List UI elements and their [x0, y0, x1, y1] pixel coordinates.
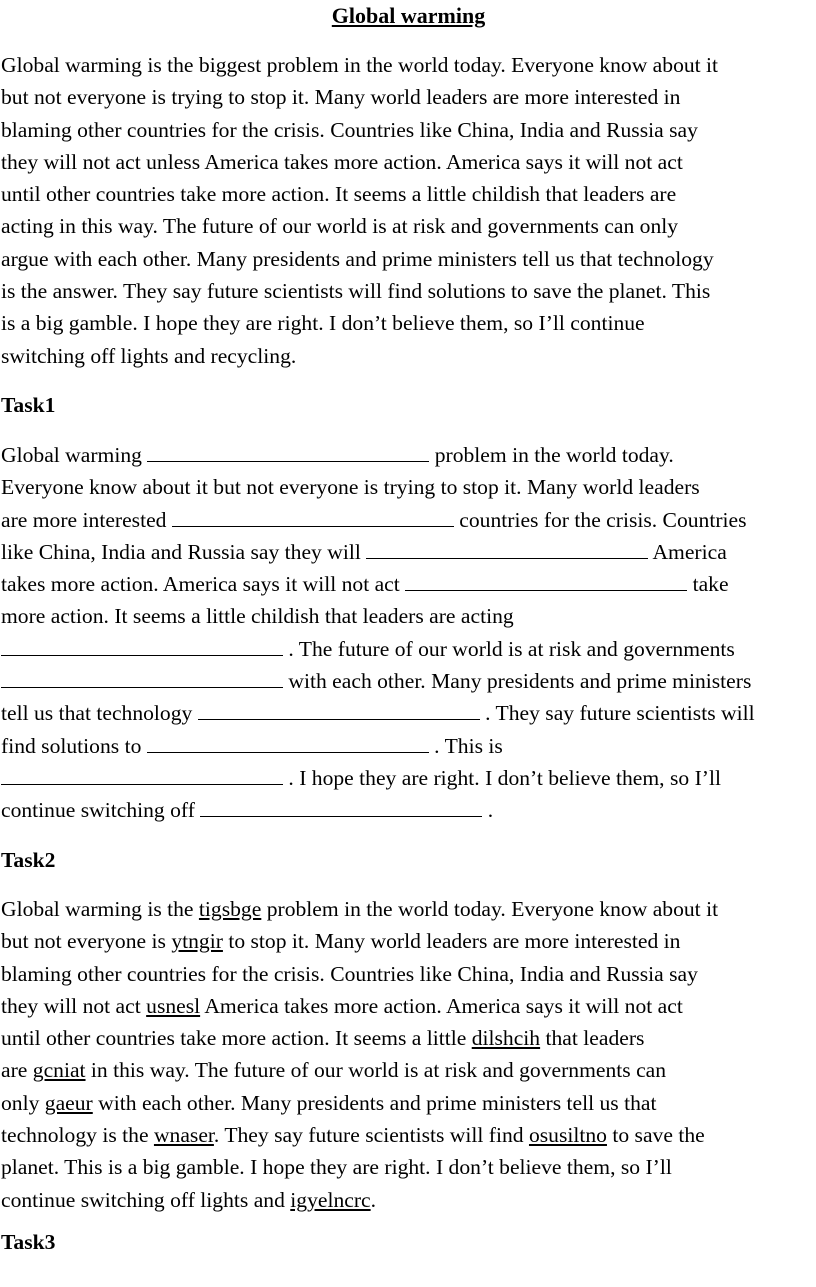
- passage-line: switching off lights and recycling.: [1, 343, 297, 368]
- task3-heading: Task3: [1, 1230, 56, 1254]
- task2-text: but not everyone is: [1, 929, 172, 954]
- scrambled-word: dilshcih: [471, 1026, 541, 1051]
- task2-text: continue switching off lights and: [1, 1187, 291, 1212]
- task1-text: like China, India and Russia say they will: [1, 539, 367, 564]
- task1-text: takes more action. America says it will not act: [1, 572, 406, 597]
- answer-blank-5[interactable]: [1, 635, 283, 656]
- passage-line: until other countries take more action. It seems a little childish that leaders are: [1, 182, 677, 207]
- task2-text: only: [1, 1090, 45, 1115]
- scrambled-word: gcniat: [32, 1058, 86, 1083]
- task2-text: that leaders: [540, 1026, 645, 1051]
- scrambled-word: wnaser: [153, 1123, 214, 1148]
- reading-passage: [1, 49, 718, 372]
- answer-blank-6[interactable]: [1, 667, 283, 688]
- scrambled-word: gaeur: [44, 1090, 93, 1115]
- task2-text: America takes more action. America says it will not act: [200, 993, 683, 1018]
- task2-text: technology is the: [1, 1123, 154, 1148]
- page-title: Global warming: [331, 3, 486, 28]
- scrambled-word: igyelncrc: [290, 1187, 371, 1212]
- answer-blank-2[interactable]: [172, 506, 454, 527]
- task2-unscramble: [1, 893, 718, 1216]
- answer-blank-3[interactable]: [366, 538, 648, 559]
- answer-blank-9[interactable]: [1, 764, 283, 785]
- task1-text: with each other. Many presidents and prime ministers: [283, 669, 752, 694]
- task1-text: problem in the world today.: [429, 443, 674, 467]
- task1-text: are more interested: [1, 507, 172, 532]
- answer-blank-4[interactable]: [405, 570, 687, 591]
- task1-text: more action. It seems a little childish that leaders are acting: [1, 604, 514, 629]
- task1-text: . This is: [428, 733, 503, 758]
- passage-line: is the answer. They say future scientists will find solutions to save the planet. This: [1, 279, 711, 304]
- task1-text: find solutions to: [1, 733, 147, 758]
- answer-blank-8[interactable]: [147, 732, 429, 753]
- scrambled-word: tigsbge: [198, 897, 262, 921]
- task1-text: Global warming: [1, 443, 148, 467]
- scrambled-word: usnesl: [146, 993, 201, 1018]
- task1-text: America: [648, 539, 727, 564]
- task1-text: tell us that technology: [1, 701, 198, 726]
- task1-text: . The future of our world is at risk and governments: [283, 636, 735, 661]
- task1-text: Everyone know about it but not everyone is trying to stop it. Many world leaders: [1, 475, 700, 500]
- passage-line: blaming other countries for the crisis. Countries like China, India and Russia say: [1, 117, 698, 142]
- passage-line: argue with each other. Many presidents and prime ministers tell us that technology: [1, 246, 714, 271]
- passage-line: is a big gamble. I hope they are right. I don’t believe them, so I’ll continue: [1, 311, 645, 336]
- scrambled-word: osusiltno: [528, 1123, 607, 1148]
- task2-text: .: [370, 1187, 377, 1212]
- task2-text: in this way. The future of our world is at risk and governments can: [85, 1058, 667, 1083]
- task2-text: with each other. Many presidents and prime ministers tell us that: [92, 1090, 657, 1115]
- task1-text: .: [482, 798, 494, 823]
- answer-blank-10[interactable]: [200, 796, 482, 817]
- task1-heading: Task1: [1, 393, 56, 417]
- task1-text: take: [687, 572, 729, 597]
- task1-gap-fill: [1, 439, 755, 827]
- answer-blank-1[interactable]: [147, 441, 429, 462]
- task2-text: to stop it. Many world leaders are more interested in: [222, 929, 681, 954]
- task2-text: they will not act: [1, 993, 147, 1018]
- answer-blank-7[interactable]: [198, 699, 480, 720]
- task2-text: Global warming is the: [1, 897, 199, 921]
- task2-text: to save the: [606, 1123, 705, 1148]
- task1-text: continue switching off: [1, 798, 201, 823]
- task2-text: blaming other countries for the crisis. Countries like China, India and Russia say: [1, 961, 698, 986]
- scrambled-word: ytngir: [171, 929, 223, 954]
- passage-line: Global warming is the biggest problem in the world today. Everyone know about it: [1, 53, 719, 77]
- task2-text: until other countries take more action. It seems a little: [1, 1026, 472, 1051]
- task2-text: are: [1, 1058, 33, 1083]
- task1-text: . They say future scientists will: [479, 701, 755, 726]
- task2-text: problem in the world today. Everyone know about it: [261, 897, 719, 921]
- task2-text: planet. This is a big gamble. I hope they are right. I don’t believe them, so I’ll: [1, 1155, 672, 1180]
- task2-heading: Task2: [1, 848, 56, 872]
- passage-line: acting in this way. The future of our world is at risk and governments can only: [1, 214, 679, 239]
- task1-text: . I hope they are right. I don’t believe them, so I’ll: [283, 765, 721, 790]
- passage-line: but not everyone is trying to stop it. Many world leaders are more interested in: [1, 85, 681, 110]
- task2-text: . They say future scientists will find: [213, 1123, 529, 1148]
- task1-text: countries for the crisis. Countries: [453, 507, 747, 532]
- passage-line: they will not act unless America takes more action. America says it will not act: [1, 149, 683, 174]
